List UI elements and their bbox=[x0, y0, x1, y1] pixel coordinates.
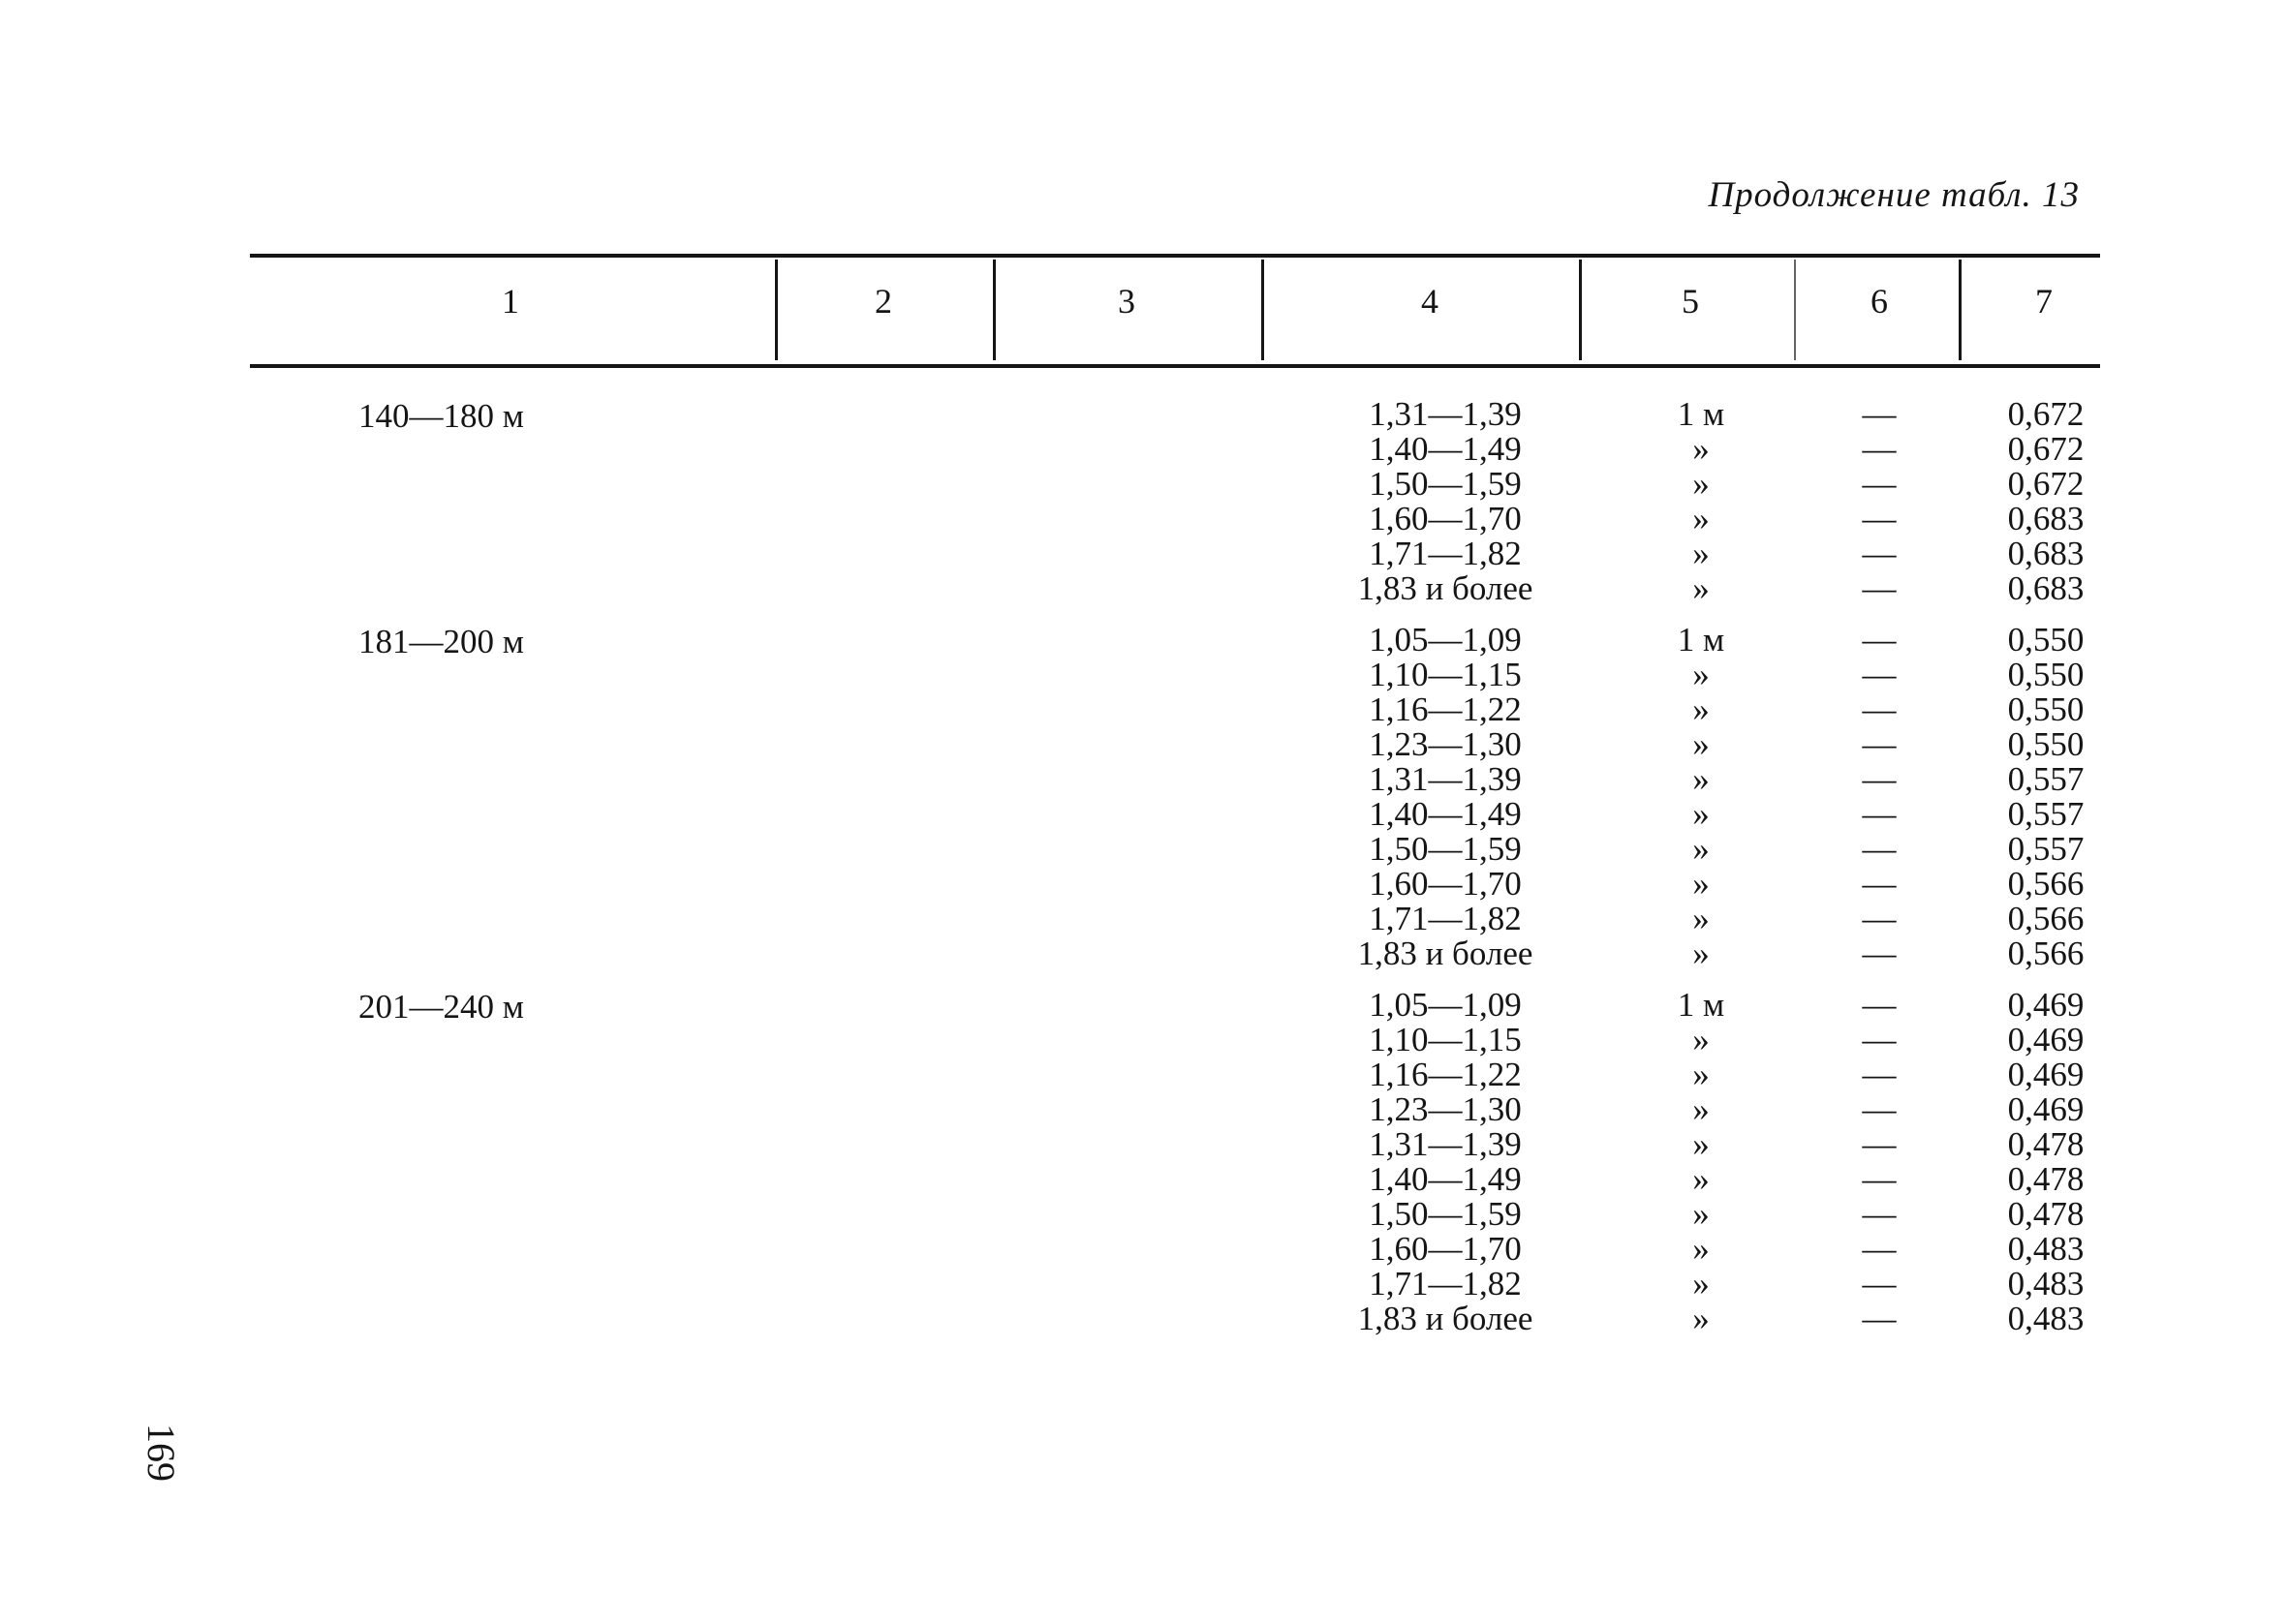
cell-col5: » bbox=[1692, 465, 1710, 503]
cell-col6: — bbox=[1862, 1021, 1897, 1058]
cell-col5: 1 м bbox=[1677, 621, 1725, 659]
cell-col6: — bbox=[1862, 535, 1897, 572]
cell-col5: » bbox=[1692, 830, 1710, 868]
group-label: 201—240 м bbox=[358, 988, 524, 1026]
table-row bbox=[0, 536, 2288, 571]
cell-col4: 1,83 и более bbox=[1357, 935, 1533, 972]
column-separator-4 bbox=[1579, 260, 1582, 360]
cell-col7: 0,557 bbox=[2007, 760, 2085, 798]
cell-col7: 0,557 bbox=[2007, 830, 2085, 868]
cell-col7: 0,672 bbox=[2007, 430, 2085, 468]
cell-col6: — bbox=[1862, 395, 1897, 433]
cell-col4: 1,23—1,30 bbox=[1369, 1090, 1522, 1128]
cell-col5: » bbox=[1692, 690, 1710, 728]
cell-col7: 0,683 bbox=[2007, 569, 2085, 607]
cell-col6: — bbox=[1862, 621, 1897, 659]
cell-col6: — bbox=[1862, 500, 1897, 537]
cell-col6: — bbox=[1862, 656, 1897, 693]
table-row bbox=[0, 1057, 2288, 1092]
cell-col7: 0,483 bbox=[2007, 1265, 2085, 1302]
cell-col6: — bbox=[1862, 1125, 1897, 1163]
table-row bbox=[0, 1092, 2288, 1127]
table-row bbox=[0, 797, 2288, 832]
cell-col4: 1,83 и более bbox=[1357, 569, 1533, 607]
cell-col5: » bbox=[1692, 935, 1710, 972]
cell-col6: — bbox=[1862, 1160, 1897, 1198]
table-row bbox=[0, 502, 2288, 536]
cell-col7: 0,557 bbox=[2007, 795, 2085, 833]
cell-col4: 1,71—1,82 bbox=[1369, 1265, 1522, 1302]
page-number: 169 bbox=[139, 1424, 183, 1482]
table-row bbox=[0, 658, 2288, 692]
cell-col6: — bbox=[1862, 430, 1897, 468]
cell-col4: 1,31—1,39 bbox=[1369, 760, 1522, 798]
column-header-6: 6 bbox=[1871, 282, 1888, 321]
cell-col4: 1,60—1,70 bbox=[1369, 865, 1522, 903]
cell-col5: » bbox=[1692, 900, 1710, 937]
table-row bbox=[0, 432, 2288, 467]
table-row bbox=[0, 397, 2288, 432]
cell-col6: — bbox=[1862, 465, 1897, 503]
cell-col5: » bbox=[1692, 1195, 1710, 1233]
cell-col5: » bbox=[1692, 1300, 1710, 1337]
table-continuation-caption: Продолжение табл. 13 bbox=[1708, 175, 2080, 215]
column-separator-3 bbox=[1261, 260, 1264, 360]
cell-col5: » bbox=[1692, 1125, 1710, 1163]
cell-col6: — bbox=[1862, 795, 1897, 833]
cell-col6: — bbox=[1862, 986, 1897, 1024]
cell-col4: 1,05—1,09 bbox=[1369, 621, 1522, 659]
cell-col4: 1,05—1,09 bbox=[1369, 986, 1522, 1024]
cell-col7: 0,683 bbox=[2007, 535, 2085, 572]
cell-col5: 1 м bbox=[1677, 986, 1725, 1024]
cell-col7: 0,478 bbox=[2007, 1125, 2085, 1163]
cell-col6: — bbox=[1862, 690, 1897, 728]
cell-col5: » bbox=[1692, 1021, 1710, 1058]
cell-col7: 0,483 bbox=[2007, 1230, 2085, 1268]
cell-col4: 1,40—1,49 bbox=[1369, 1160, 1522, 1198]
table-row bbox=[0, 1127, 2288, 1162]
cell-col5: » bbox=[1692, 1056, 1710, 1093]
column-header-7: 7 bbox=[2035, 282, 2053, 321]
cell-col6: — bbox=[1862, 1090, 1897, 1128]
cell-col7: 0,469 bbox=[2007, 1021, 2085, 1058]
cell-col6: — bbox=[1862, 725, 1897, 763]
cell-col6: — bbox=[1862, 569, 1897, 607]
column-header-5: 5 bbox=[1682, 282, 1699, 321]
cell-col6: — bbox=[1862, 900, 1897, 937]
cell-col7: 0,478 bbox=[2007, 1195, 2085, 1233]
table-row bbox=[0, 692, 2288, 727]
cell-col7: 0,566 bbox=[2007, 865, 2085, 903]
cell-col5: » bbox=[1692, 760, 1710, 798]
cell-col7: 0,469 bbox=[2007, 1090, 2085, 1128]
cell-col7: 0,550 bbox=[2007, 725, 2085, 763]
cell-col5: » bbox=[1692, 1160, 1710, 1198]
column-separator-6 bbox=[1959, 260, 1962, 360]
column-separator-5 bbox=[1794, 260, 1796, 360]
table-row bbox=[0, 762, 2288, 797]
table-row bbox=[0, 902, 2288, 936]
cell-col7: 0,550 bbox=[2007, 690, 2085, 728]
column-header-4: 4 bbox=[1421, 282, 1438, 321]
column-separator-2 bbox=[993, 260, 996, 360]
cell-col4: 1,71—1,82 bbox=[1369, 535, 1522, 572]
group-label: 140—180 м bbox=[358, 397, 524, 435]
cell-col5: » bbox=[1692, 1090, 1710, 1128]
cell-col4: 1,71—1,82 bbox=[1369, 900, 1522, 937]
cell-col6: — bbox=[1862, 1230, 1897, 1268]
cell-col6: — bbox=[1862, 1300, 1897, 1337]
cell-col7: 0,483 bbox=[2007, 1300, 2085, 1337]
column-separator-1 bbox=[775, 260, 778, 360]
cell-col7: 0,550 bbox=[2007, 656, 2085, 693]
cell-col7: 0,550 bbox=[2007, 621, 2085, 659]
cell-col4: 1,50—1,59 bbox=[1369, 1195, 1522, 1233]
cell-col7: 0,672 bbox=[2007, 465, 2085, 503]
cell-col6: — bbox=[1862, 1195, 1897, 1233]
group-label: 181—200 м bbox=[358, 623, 524, 660]
table-row bbox=[0, 1162, 2288, 1197]
cell-col6: — bbox=[1862, 935, 1897, 972]
column-header-1: 1 bbox=[502, 282, 519, 321]
table-row bbox=[0, 571, 2288, 606]
cell-col4: 1,16—1,22 bbox=[1369, 1056, 1522, 1093]
cell-col5: » bbox=[1692, 725, 1710, 763]
table-header-bottom-rule bbox=[250, 364, 2100, 368]
cell-col4: 1,10—1,15 bbox=[1369, 1021, 1522, 1058]
cell-col6: — bbox=[1862, 830, 1897, 868]
table-row bbox=[0, 936, 2288, 971]
cell-col5: » bbox=[1692, 1230, 1710, 1268]
table-row bbox=[0, 727, 2288, 762]
cell-col6: — bbox=[1862, 1265, 1897, 1302]
table-row bbox=[0, 1197, 2288, 1232]
column-header-3: 3 bbox=[1118, 282, 1135, 321]
table-row bbox=[0, 467, 2288, 502]
cell-col4: 1,10—1,15 bbox=[1369, 656, 1522, 693]
cell-col4: 1,23—1,30 bbox=[1369, 725, 1522, 763]
table-row bbox=[0, 623, 2288, 658]
cell-col7: 0,469 bbox=[2007, 1056, 2085, 1093]
cell-col4: 1,60—1,70 bbox=[1369, 500, 1522, 537]
cell-col5: » bbox=[1692, 535, 1710, 572]
cell-col5: » bbox=[1692, 430, 1710, 468]
cell-col7: 0,566 bbox=[2007, 900, 2085, 937]
cell-col4: 1,83 и более bbox=[1357, 1300, 1533, 1337]
cell-col4: 1,50—1,59 bbox=[1369, 465, 1522, 503]
cell-col4: 1,40—1,49 bbox=[1369, 430, 1522, 468]
cell-col5: » bbox=[1692, 795, 1710, 833]
cell-col7: 0,478 bbox=[2007, 1160, 2085, 1198]
table-row bbox=[0, 1232, 2288, 1267]
table-row bbox=[0, 1302, 2288, 1336]
cell-col4: 1,31—1,39 bbox=[1369, 1125, 1522, 1163]
cell-col5: » bbox=[1692, 569, 1710, 607]
cell-col7: 0,566 bbox=[2007, 935, 2085, 972]
table-row bbox=[0, 1023, 2288, 1057]
cell-col5: » bbox=[1692, 500, 1710, 537]
cell-col4: 1,16—1,22 bbox=[1369, 690, 1522, 728]
cell-col4: 1,40—1,49 bbox=[1369, 795, 1522, 833]
table-top-rule bbox=[250, 254, 2100, 258]
cell-col4: 1,50—1,59 bbox=[1369, 830, 1522, 868]
column-header-2: 2 bbox=[875, 282, 892, 321]
cell-col7: 0,469 bbox=[2007, 986, 2085, 1024]
cell-col7: 0,683 bbox=[2007, 500, 2085, 537]
cell-col6: — bbox=[1862, 760, 1897, 798]
cell-col6: — bbox=[1862, 1056, 1897, 1093]
cell-col5: » bbox=[1692, 865, 1710, 903]
table-row bbox=[0, 988, 2288, 1023]
cell-col5: 1 м bbox=[1677, 395, 1725, 433]
cell-col5: » bbox=[1692, 656, 1710, 693]
cell-col6: — bbox=[1862, 865, 1897, 903]
table-row bbox=[0, 832, 2288, 867]
table-row bbox=[0, 1267, 2288, 1302]
cell-col4: 1,60—1,70 bbox=[1369, 1230, 1522, 1268]
table-row bbox=[0, 867, 2288, 902]
cell-col5: » bbox=[1692, 1265, 1710, 1302]
cell-col7: 0,672 bbox=[2007, 395, 2085, 433]
cell-col4: 1,31—1,39 bbox=[1369, 395, 1522, 433]
